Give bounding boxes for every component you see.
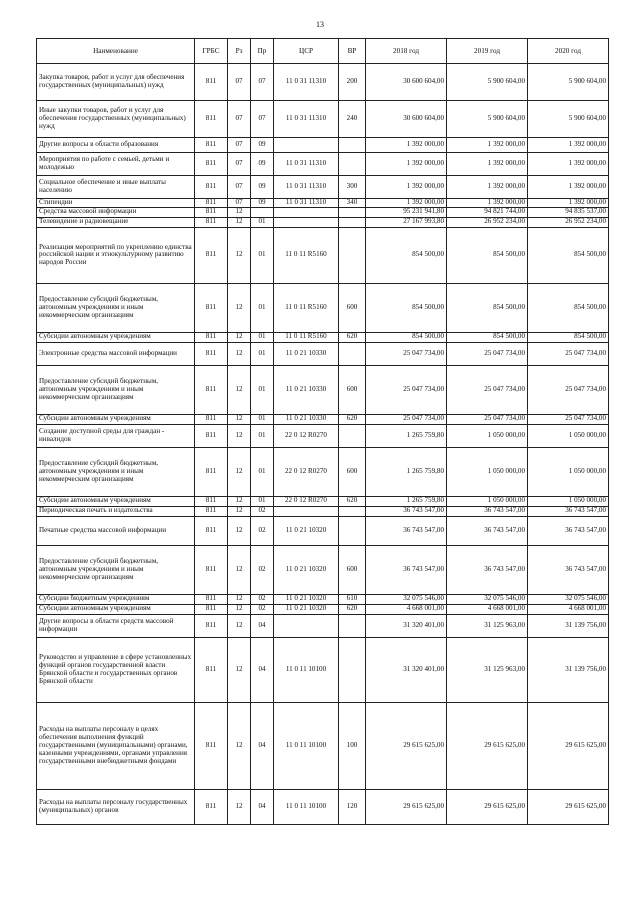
cell-2020: 854 500,00	[528, 283, 609, 332]
cell-csr: 22 0 12 R0270	[274, 424, 339, 447]
cell-name: Предоставление субсидий бюджетным, автономным учреждениям и иным некоммерческим организациям	[37, 545, 195, 594]
cell-grbs: 811	[195, 365, 228, 414]
cell-csr: 11 0 31 11310	[274, 101, 339, 138]
table-row	[37, 496, 609, 506]
table-row	[37, 153, 609, 176]
cell-grbs: 811	[195, 496, 228, 506]
cell-2020: 1 392 000,00	[528, 176, 609, 199]
cell-vr: 620	[339, 414, 366, 424]
header-2019: 2019 год	[447, 39, 528, 64]
table-row	[37, 614, 609, 637]
cell-2020: 36 743 547,00	[528, 506, 609, 516]
cell-pr: 01	[251, 414, 274, 424]
cell-rz: 12	[228, 227, 251, 283]
cell-2020: 1 050 000,00	[528, 424, 609, 447]
cell-grbs: 811	[195, 217, 228, 227]
cell-2019: 4 668 001,00	[447, 604, 528, 614]
cell-name: Социальное обеспечение и иные выплаты населению	[37, 176, 195, 199]
cell-pr: 01	[251, 496, 274, 506]
cell-csr	[274, 217, 339, 227]
cell-2020: 5 900 604,00	[528, 64, 609, 101]
cell-vr	[339, 614, 366, 637]
cell-vr: 610	[339, 594, 366, 604]
table-row	[37, 176, 609, 199]
table-row	[37, 506, 609, 516]
header-csr: ЦСР	[274, 39, 339, 64]
cell-csr: 11 0 31 11310	[274, 176, 339, 199]
cell-csr: 22 0 12 R0270	[274, 447, 339, 496]
cell-2018: 1 392 000,00	[366, 153, 447, 176]
cell-name: Субсидии бюджетным учреждениям	[37, 594, 195, 604]
table-row	[37, 414, 609, 424]
cell-pr: 01	[251, 227, 274, 283]
cell-rz: 12	[228, 637, 251, 702]
cell-2018: 31 320 401,00	[366, 614, 447, 637]
cell-rz: 12	[228, 702, 251, 789]
cell-rz: 12	[228, 516, 251, 545]
cell-vr: 300	[339, 176, 366, 199]
cell-2019: 25 047 734,00	[447, 365, 528, 414]
cell-vr: 600	[339, 545, 366, 594]
cell-2018: 29 615 625,00	[366, 789, 447, 824]
table-row	[37, 342, 609, 365]
cell-2020: 31 139 756,00	[528, 614, 609, 637]
cell-vr	[339, 506, 366, 516]
table-row	[37, 594, 609, 604]
table-row	[37, 637, 609, 702]
table-row	[37, 447, 609, 496]
cell-name: Предоставление субсидий бюджетным, автономным учреждениям и иным некоммерческим организациям	[37, 447, 195, 496]
cell-grbs: 811	[195, 637, 228, 702]
cell-2018: 1 265 759,80	[366, 496, 447, 506]
cell-2020: 29 615 625,00	[528, 789, 609, 824]
cell-2018: 32 075 546,00	[366, 594, 447, 604]
table-row	[37, 207, 609, 217]
cell-2018: 25 047 734,00	[366, 365, 447, 414]
cell-2020: 5 900 604,00	[528, 101, 609, 138]
table-row	[37, 365, 609, 414]
cell-2019: 29 615 625,00	[447, 702, 528, 789]
cell-pr: 01	[251, 217, 274, 227]
cell-name: Руководство и управление в сфере установленных функций органов государственной власти Брянской области и государственных органов Брянской области	[37, 637, 195, 702]
cell-grbs: 811	[195, 594, 228, 604]
cell-csr	[274, 138, 339, 153]
cell-pr: 01	[251, 332, 274, 342]
table-row	[37, 424, 609, 447]
header-2020: 2020 год	[528, 39, 609, 64]
header-name: Наименование	[37, 39, 195, 64]
table-row	[37, 227, 609, 283]
table-row	[37, 332, 609, 342]
header-2018: 2018 год	[366, 39, 447, 64]
cell-2019: 5 900 604,00	[447, 64, 528, 101]
cell-rz: 07	[228, 101, 251, 138]
cell-grbs: 811	[195, 614, 228, 637]
cell-vr: 620	[339, 604, 366, 614]
cell-2019: 1 050 000,00	[447, 424, 528, 447]
cell-grbs: 811	[195, 153, 228, 176]
cell-pr: 07	[251, 64, 274, 101]
cell-csr: 11 0 11 10100	[274, 702, 339, 789]
cell-2018: 31 320 401,00	[366, 637, 447, 702]
cell-vr: 600	[339, 447, 366, 496]
cell-pr: 02	[251, 594, 274, 604]
cell-2019: 26 952 234,00	[447, 217, 528, 227]
cell-vr	[339, 424, 366, 447]
cell-2018: 25 047 734,00	[366, 342, 447, 365]
cell-pr: 01	[251, 283, 274, 332]
cell-csr: 11 0 21 10320	[274, 604, 339, 614]
cell-csr: 11 0 21 10330	[274, 342, 339, 365]
cell-grbs: 811	[195, 604, 228, 614]
table-row	[37, 516, 609, 545]
cell-csr: 11 0 31 11310	[274, 153, 339, 176]
cell-2018: 30 600 604,00	[366, 64, 447, 101]
cell-2018: 95 231 941,80	[366, 207, 447, 217]
cell-2019: 1 050 000,00	[447, 447, 528, 496]
cell-2019: 94 821 744,00	[447, 207, 528, 217]
cell-2019: 1 392 000,00	[447, 176, 528, 199]
header-vr: ВР	[339, 39, 366, 64]
cell-vr: 620	[339, 332, 366, 342]
cell-pr	[251, 207, 274, 217]
cell-name: Другие вопросы в области средств массовой информации	[37, 614, 195, 637]
cell-name: Реализация мероприятий по укреплению единства российской нации и этнокультурному развитию народов России	[37, 227, 195, 283]
cell-grbs: 811	[195, 506, 228, 516]
cell-2020: 25 047 734,00	[528, 365, 609, 414]
cell-2019: 25 047 734,00	[447, 342, 528, 365]
cell-pr: 07	[251, 101, 274, 138]
cell-name: Периодическая печать и издательства	[37, 506, 195, 516]
header-row	[37, 39, 609, 64]
cell-pr: 09	[251, 176, 274, 199]
cell-2020: 1 392 000,00	[528, 153, 609, 176]
cell-rz: 12	[228, 614, 251, 637]
cell-csr: 11 0 31 11310	[274, 199, 339, 208]
cell-grbs: 811	[195, 199, 228, 208]
cell-rz: 12	[228, 496, 251, 506]
cell-vr: 340	[339, 199, 366, 208]
cell-name: Расходы на выплаты персоналу в целях обеспечения выполнения функций государственными (муниципальными) органами, казенными учреждениями, органами управления государственными внебюджетными фондами	[37, 702, 195, 789]
cell-pr: 02	[251, 545, 274, 594]
cell-csr: 11 0 11 R5160	[274, 283, 339, 332]
cell-rz: 12	[228, 789, 251, 824]
cell-2020: 32 075 546,00	[528, 594, 609, 604]
cell-grbs: 811	[195, 414, 228, 424]
cell-2018: 25 047 734,00	[366, 414, 447, 424]
cell-vr	[339, 637, 366, 702]
cell-2018: 854 500,00	[366, 332, 447, 342]
table-row	[37, 604, 609, 614]
cell-pr: 04	[251, 702, 274, 789]
cell-vr	[339, 138, 366, 153]
header-pr: Пр	[251, 39, 274, 64]
cell-2018: 854 500,00	[366, 283, 447, 332]
table-row	[37, 199, 609, 208]
cell-2019: 36 743 547,00	[447, 545, 528, 594]
cell-2020: 36 743 547,00	[528, 516, 609, 545]
cell-2020: 1 392 000,00	[528, 138, 609, 153]
cell-grbs: 811	[195, 447, 228, 496]
cell-2018: 1 392 000,00	[366, 176, 447, 199]
cell-rz: 12	[228, 332, 251, 342]
cell-2018: 36 743 547,00	[366, 516, 447, 545]
cell-vr	[339, 516, 366, 545]
cell-csr: 11 0 21 10330	[274, 414, 339, 424]
cell-vr	[339, 217, 366, 227]
cell-name: Субсидии автономным учреждениям	[37, 332, 195, 342]
cell-name: Субсидии автономным учреждениям	[37, 414, 195, 424]
cell-2018: 36 743 547,00	[366, 545, 447, 594]
cell-2020: 1 050 000,00	[528, 447, 609, 496]
cell-csr: 11 0 21 10320	[274, 516, 339, 545]
cell-grbs: 811	[195, 101, 228, 138]
cell-pr: 01	[251, 447, 274, 496]
cell-grbs: 811	[195, 332, 228, 342]
table-row	[37, 789, 609, 824]
cell-csr: 11 0 31 11310	[274, 64, 339, 101]
cell-vr	[339, 342, 366, 365]
budget-table	[36, 38, 609, 825]
cell-pr: 09	[251, 199, 274, 208]
cell-rz: 12	[228, 217, 251, 227]
cell-vr: 600	[339, 365, 366, 414]
cell-pr: 04	[251, 614, 274, 637]
cell-2020: 25 047 734,00	[528, 414, 609, 424]
cell-rz: 07	[228, 176, 251, 199]
cell-name: Стипендии	[37, 199, 195, 208]
cell-grbs: 811	[195, 424, 228, 447]
cell-grbs: 811	[195, 342, 228, 365]
cell-grbs: 811	[195, 64, 228, 101]
cell-2019: 36 743 547,00	[447, 506, 528, 516]
cell-vr: 120	[339, 789, 366, 824]
cell-pr: 09	[251, 153, 274, 176]
cell-2018: 30 600 604,00	[366, 101, 447, 138]
cell-csr	[274, 207, 339, 217]
cell-rz: 12	[228, 545, 251, 594]
cell-grbs: 811	[195, 207, 228, 217]
cell-csr: 11 0 21 10320	[274, 594, 339, 604]
cell-pr: 02	[251, 516, 274, 545]
cell-rz: 12	[228, 506, 251, 516]
cell-2019: 31 125 963,00	[447, 614, 528, 637]
cell-grbs: 811	[195, 227, 228, 283]
cell-vr: 200	[339, 64, 366, 101]
cell-pr: 01	[251, 342, 274, 365]
cell-2020: 4 668 001,00	[528, 604, 609, 614]
cell-pr: 04	[251, 637, 274, 702]
cell-pr: 04	[251, 789, 274, 824]
header-grbs: ГРБС	[195, 39, 228, 64]
cell-name: Мероприятия по работе с семьей, детьми и молодежью	[37, 153, 195, 176]
cell-2020: 31 139 756,00	[528, 637, 609, 702]
cell-2018: 4 668 001,00	[366, 604, 447, 614]
cell-2020: 94 835 537,00	[528, 207, 609, 217]
cell-csr: 11 0 11 R5160	[274, 227, 339, 283]
cell-grbs: 811	[195, 138, 228, 153]
cell-grbs: 811	[195, 283, 228, 332]
header-rz: Рз	[228, 39, 251, 64]
cell-name: Предоставление субсидий бюджетным, автономным учреждениям и иным некоммерческим организациям	[37, 283, 195, 332]
cell-vr	[339, 227, 366, 283]
cell-rz: 07	[228, 199, 251, 208]
cell-pr: 01	[251, 365, 274, 414]
cell-2019: 854 500,00	[447, 283, 528, 332]
cell-rz: 07	[228, 64, 251, 101]
cell-pr: 02	[251, 604, 274, 614]
cell-2020: 1 392 000,00	[528, 199, 609, 208]
table-row	[37, 545, 609, 594]
cell-2018: 1 392 000,00	[366, 138, 447, 153]
cell-2019: 29 615 625,00	[447, 789, 528, 824]
cell-2018: 36 743 547,00	[366, 506, 447, 516]
cell-rz: 12	[228, 424, 251, 447]
cell-2019: 5 900 604,00	[447, 101, 528, 138]
cell-2019: 1 050 000,00	[447, 496, 528, 506]
cell-2019: 1 392 000,00	[447, 199, 528, 208]
cell-name: Создание доступной среды для граждан - инвалидов	[37, 424, 195, 447]
cell-rz: 12	[228, 414, 251, 424]
cell-name: Закупка товаров, работ и услуг для обеспечения государственных (муниципальных) нужд	[37, 64, 195, 101]
cell-name: Электронные средства массовой информации	[37, 342, 195, 365]
cell-2020: 1 050 000,00	[528, 496, 609, 506]
cell-rz: 12	[228, 594, 251, 604]
cell-2019: 25 047 734,00	[447, 414, 528, 424]
cell-pr: 01	[251, 424, 274, 447]
cell-csr: 11 0 21 10330	[274, 365, 339, 414]
cell-2018: 1 392 000,00	[366, 199, 447, 208]
cell-vr: 100	[339, 702, 366, 789]
cell-2019: 1 392 000,00	[447, 138, 528, 153]
cell-2020: 29 615 625,00	[528, 702, 609, 789]
table-row	[37, 101, 609, 138]
cell-grbs: 811	[195, 545, 228, 594]
cell-grbs: 811	[195, 789, 228, 824]
cell-vr	[339, 207, 366, 217]
cell-vr: 620	[339, 496, 366, 506]
table-row	[37, 283, 609, 332]
cell-vr	[339, 153, 366, 176]
table-row	[37, 217, 609, 227]
cell-csr: 22 0 12 R0270	[274, 496, 339, 506]
cell-rz: 07	[228, 153, 251, 176]
cell-rz: 12	[228, 447, 251, 496]
cell-name: Субсидии автономным учреждениям	[37, 496, 195, 506]
cell-rz: 12	[228, 342, 251, 365]
cell-2019: 31 125 963,00	[447, 637, 528, 702]
table-row	[37, 64, 609, 101]
cell-2018: 1 265 759,80	[366, 424, 447, 447]
cell-name: Средства массовой информации	[37, 207, 195, 217]
cell-2018: 29 615 625,00	[366, 702, 447, 789]
cell-2018: 27 167 993,80	[366, 217, 447, 227]
cell-2019: 1 392 000,00	[447, 153, 528, 176]
table-row	[37, 138, 609, 153]
cell-pr: 02	[251, 506, 274, 516]
cell-2018: 854 500,00	[366, 227, 447, 283]
cell-rz: 12	[228, 207, 251, 217]
cell-2018: 1 265 759,80	[366, 447, 447, 496]
cell-2019: 854 500,00	[447, 332, 528, 342]
cell-grbs: 811	[195, 176, 228, 199]
cell-name: Расходы на выплаты персоналу государственных (муниципальных) органов	[37, 789, 195, 824]
cell-2019: 32 075 546,00	[447, 594, 528, 604]
cell-csr: 11 0 21 10320	[274, 545, 339, 594]
cell-vr: 600	[339, 283, 366, 332]
cell-name: Предоставление субсидий бюджетным, автономным учреждениям и иным некоммерческим организациям	[37, 365, 195, 414]
table-row	[37, 702, 609, 789]
cell-rz: 12	[228, 365, 251, 414]
cell-csr	[274, 614, 339, 637]
cell-grbs: 811	[195, 516, 228, 545]
cell-vr: 240	[339, 101, 366, 138]
cell-csr	[274, 506, 339, 516]
page-number: 13	[316, 20, 324, 29]
cell-2020: 36 743 547,00	[528, 545, 609, 594]
cell-2020: 25 047 734,00	[528, 342, 609, 365]
cell-rz: 12	[228, 283, 251, 332]
cell-2019: 854 500,00	[447, 227, 528, 283]
cell-name: Печатные средства массовой информации	[37, 516, 195, 545]
cell-2020: 26 952 234,00	[528, 217, 609, 227]
cell-2020: 854 500,00	[528, 332, 609, 342]
cell-name: Субсидии автономным учреждениям	[37, 604, 195, 614]
cell-grbs: 811	[195, 702, 228, 789]
cell-rz: 12	[228, 604, 251, 614]
cell-csr: 11 0 11 R5160	[274, 332, 339, 342]
cell-2020: 854 500,00	[528, 227, 609, 283]
cell-csr: 11 0 11 10100	[274, 789, 339, 824]
table-body	[37, 64, 609, 825]
cell-name: Телевидение и радиовещание	[37, 217, 195, 227]
cell-2019: 36 743 547,00	[447, 516, 528, 545]
cell-csr: 11 0 11 10100	[274, 637, 339, 702]
cell-pr: 09	[251, 138, 274, 153]
cell-name: Другие вопросы в области образования	[37, 138, 195, 153]
cell-name: Иные закупки товаров, работ и услуг для обеспечения государственных (муниципальных) нужд	[37, 101, 195, 138]
cell-rz: 07	[228, 138, 251, 153]
